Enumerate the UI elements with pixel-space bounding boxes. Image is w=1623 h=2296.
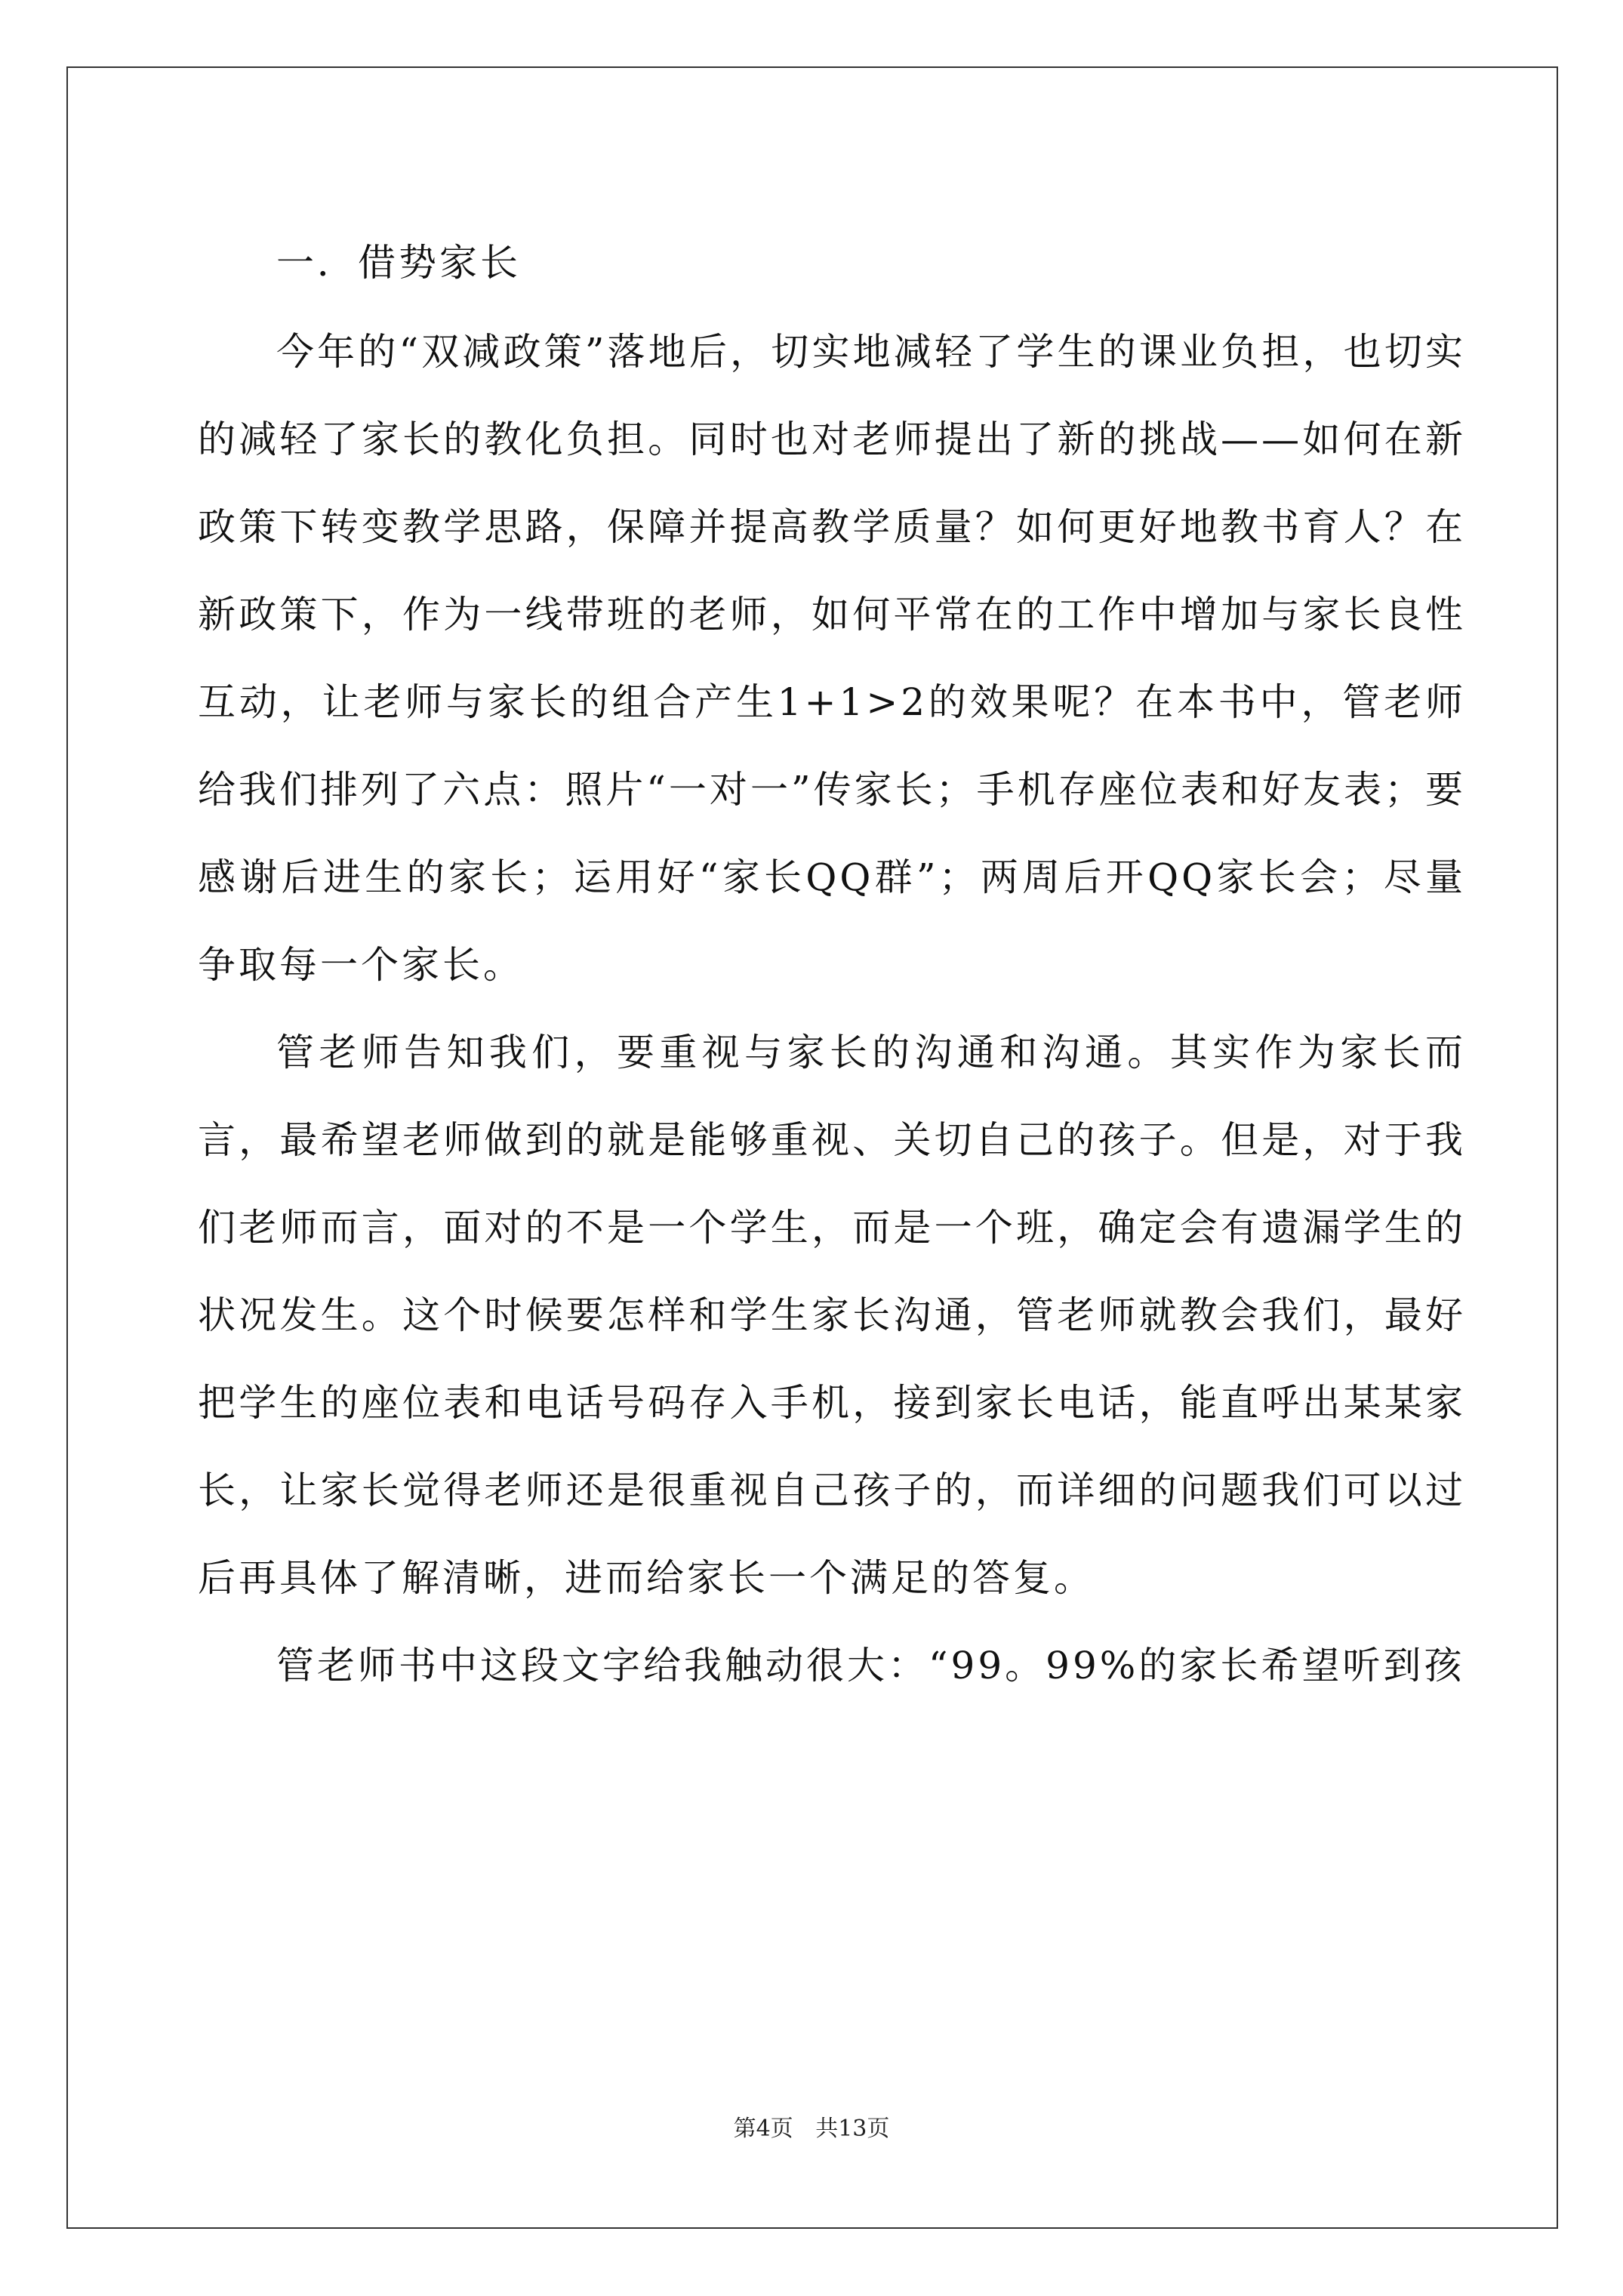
document-body <box>198 219 1466 1709</box>
page-total: 共13页 <box>815 2116 890 2142</box>
page-number: 第4页 <box>733 2116 793 2142</box>
paragraph-2: 管老师告知我们，要重视与家长的沟通和沟通。其实作为家长而言，最希望老师做到的就是能够重视、关切自己的孩子。但是，对于我们老师而言，面对的不是一个学生，而是一个班，确定会有遗漏学生的状况发生。这个时候要怎样和学生家长沟通，管老师就教会我们，最好把学生的座位表和电话号码存入手机，接到家长电话，能直呼出某某家长，让家长觉得老师还是很重视自己孩子的，而详细的问题我们可以过后再具体了解清晰，进而给家长一个满足的答复。 <box>198 1031 1466 1600</box>
paragraph-1: 今年的“双减政策”落地后，切实地减轻了学生的课业负担，也切实的减轻了家长的教化负担。同时也对老师提出了新的挑战——如何在新政策下转变教学思路，保障并提高教学质量？如何更好地教书育人？在新政策下，作为一线带班的老师，如何平常在的工作中增加与家长良性互动，让老师与家长的组合产生1+1>2的效果呢？在本书中，管老师给我们排列了六点：照片“一对一”传家长；手机存座位表和好友表；要感谢后进生的家长；运用好“家长QQ群”；两周后开QQ家长会；尽量争取每一个家长。 <box>198 330 1466 987</box>
paragraph-3: 管老师书中这段文字给我触动很大：“99。99%的家长希望听到孩 <box>276 1644 1465 1687</box>
section-heading: 一．借势家长 <box>276 241 521 285</box>
page-footer <box>0 2110 1623 2143</box>
